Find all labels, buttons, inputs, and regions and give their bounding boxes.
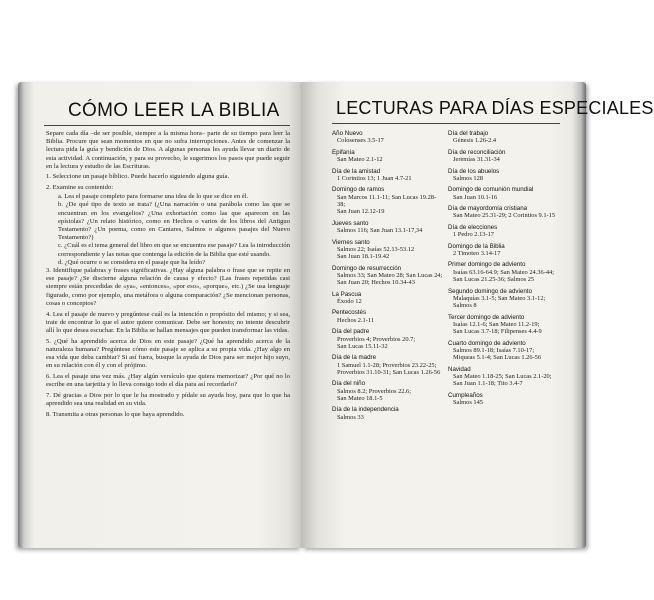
reading-entry [448,168,566,183]
readings-column-right [448,130,566,411]
reading-entry [332,265,444,287]
step-2-b: b. ¿De qué tipo de texto se trata? (¿Una narración o una parábola como las que se encuentran en los evangelios? ¿Una exhortación como las que aparecen en las epístolas? ¿Un relato histórico, como en Hechos o varios de los libros del Antiguo Testamento? ¿Un poema, como en Cantares, Salmos o algunos pasajes del Nuevo Testamento?) [58,201,290,242]
reading-reference: Proverbios 31.10-31; San Lucas 1.26-56 [337,368,441,376]
step-2-d: d. ¿Qué ocurre o se considera en el pasaje que ha leído? [58,258,206,266]
right-page-title: LECTURAS PARA DÍAS ESPECIALES [336,98,654,118]
reading-entry [448,288,566,310]
reading-reference: San Juan 1.1-18; Tito 3.4-7 [453,380,523,388]
reading-occasion: Tercer domingo de adviento [448,313,525,321]
reading-entry [448,149,566,164]
right-title-rule [332,123,560,124]
reading-reference: Isaías 12.1-6; San Mateo 11.2-19; [453,320,540,328]
reading-occasion: Domingo de comunión mundial [448,186,534,194]
reading-occasion: Primer domingo de adviento [448,261,526,269]
reading-reference: Salmos 89.1-18; Isaías 7.10-17; [453,347,535,354]
reading-occasion: Día de la independencia [332,406,399,414]
reading-reference: Salmos 33; San Mateo 28; San Lucas 24; [337,271,443,279]
step-2-a: a. Lea el pasaje completo para formarse una idea de lo que se dice en él. [58,193,249,201]
reading-reference: San Lucas 21.25-36; Salmos 25 [453,276,535,284]
step-1: 1. Seleccione un pasaje bíblico. Puede hacerlo siguiendo alguna guía. [46,173,230,181]
reading-reference: Colosenses 3.5-17 [337,137,384,145]
reading-reference: Hechos 2.1-11 [337,316,375,324]
reading-reference: San Marcos 11.1-11; San Lucas 19.28-38; [337,193,437,208]
reading-entry [448,224,566,239]
reading-occasion: Pentecostés [332,309,367,317]
reading-reference: San Lucas 15.11-32 [337,342,388,350]
reading-occasion: Segundo domingo de adviento [448,287,532,295]
step-2-c: c. ¿Cuál es el tema general del libro en que se encuentra ese pasaje? Lea la introducción correspondiente y las notas que contenga la edición de la Biblia que esté usando. [58,242,290,258]
reading-occasion: Día de elecciones [448,223,498,231]
reading-reference: Jeremías 31.31-34 [453,156,500,164]
reading-reference: San Mateo 25.31-29; 2 Corintios 9.1-15 [453,212,556,220]
reading-reference: San Juan 12.12-19 [337,208,385,216]
reading-reference: Isaías 63.16-64.9; San Mateo 24.36-44; [453,268,554,276]
step-2: 2. Examine su contenido: [46,184,114,191]
left-page [18,82,302,548]
reading-occasion: Día de la madre [332,354,377,362]
reading-reference: Salmos 116; San Juan 13.1-17,34 [337,227,423,235]
reading-entry [332,149,444,164]
reading-occasion: Día del trabajo [448,130,489,137]
reading-entry [332,309,444,324]
reading-occasion: Día de reconciliación [448,148,506,156]
reading-reference: Salmos 145 [453,399,484,407]
reading-reference: San Mateo 1.18-25; San Lucas 2.1-20; [453,373,552,381]
step-3: 3. Identifique palabras y frases significativas. ¿Hay alguna palabra o frase que se repite en ese pasaje? ¿Se discierne alguna relación de causa y efecto? (Las frases repetidas casi siempre están precedidas de «ya», «entonces», «por eso», «porque», etc.) ¿Se usa lenguaje figurado, como por ejemplo, una metáfora o alguna comparación? ¿Se mencionan personas, cosas o conceptos? [46,267,290,307]
reading-occasion: Jueves santo [332,219,369,227]
reading-entry [332,186,444,215]
reading-occasion: Cumpleaños [448,391,483,399]
reading-reference: Génesis 1.26-2.4 [453,137,497,145]
reading-entry [448,261,566,283]
step-6: 6. Lea el pasaje una vez más. ¿Hay algún versículo que quiera memorizar? ¿Por qué no lo escribe en una tarjetita y lo lleva consigo todo el día para así recordarlo? [46,373,290,389]
open-book [18,82,654,548]
reading-entry [448,366,566,388]
reading-entry [332,380,444,402]
reading-entry [332,239,444,261]
reading-reference: San Lucas 3.7-18; Filipenses 4.4-9 [453,328,542,336]
reading-occasion: Día de mayordomía cristiana [448,205,528,213]
reading-occasion: Domingo de ramos [332,186,385,194]
reading-occasion: La Pascua [332,290,362,298]
reading-occasion: Viernes santo [332,238,370,246]
reading-entry [448,130,566,145]
reading-entry [448,205,566,220]
reading-reference: 1 Samuel 1.1-28; Proverbios 23.22-25; [337,361,437,369]
readings-column-left [332,130,444,425]
reading-reference: Éxodo 12 [337,297,362,305]
reading-occasion: Epifanía [332,148,355,156]
reading-reference: Salmos 128 [453,174,484,182]
step-7: 7. Dé gracias a Dios por lo que le ha mostrado y pídale su ayuda hoy, para que lo que ha aprendido sea una realidad en su vida. [46,392,290,408]
reading-reference: San Mateo 18.1-5 [337,394,383,402]
left-page-title: CÓMO LEER LA BIBLIA [68,100,280,121]
reading-occasion: Día de los abuelos [448,167,500,175]
reading-reference: Miqueas 5.1-4; San Lucas 1.26-56 [453,354,542,362]
reading-occasion: Domingo de la Biblia [448,242,505,250]
right-page [302,82,654,548]
reading-entry [332,406,444,421]
reading-reference: Salmos 22; Isaías 52.13-53.12 [337,245,415,253]
reading-entry [332,291,444,306]
reading-reference: Salmos 33 [337,413,364,421]
reading-entry [448,186,566,201]
reading-reference: 1 Pedro 2.13-17 [453,231,495,239]
reading-entry [448,392,566,407]
reading-reference: San Mateo 2.1-12 [337,156,383,164]
reading-reference: Salmos 8.2; Proverbios 22.6; [337,387,412,395]
reading-entry [332,354,444,376]
left-page-body [46,130,290,422]
step-5: 5. ¿Qué ha aprendido acerca de Dios en este pasaje? ¿Qué ha aprendido acerca de la naturaleza humana? Pregúntese cómo este pasaje se aplica a su propia vida. ¿Hay algo en esa vida que deba cambiar? Si así fuera, busque la ayuda de Dios para ser mejor hijo suyo, en su relación con él y con el prójimo. [46,337,290,370]
reading-reference: 1 Corintios 13; 1 Juan 4.7-21 [337,174,412,182]
reading-occasion: Navidad [448,365,471,373]
reading-reference: San Juan 18.1-19.42 [337,253,390,261]
reading-occasion: Domingo de resurrección [332,264,402,272]
reading-entry [332,220,444,235]
reading-occasion: Día del niño [332,380,366,388]
reading-entry [332,328,444,350]
reading-entry [448,243,566,258]
reading-reference: Malaquías 3.1-5; San Mateo 3.1-12; [453,294,546,302]
reading-occasion: Año Nuevo [332,130,363,137]
reading-entry [332,130,444,145]
reading-reference: Salmos 8 [453,302,477,310]
reading-entry [448,340,566,362]
reading-entry [448,314,566,336]
step-8: 8. Transmita a otras personas lo que haya aprendido. [46,411,185,419]
reading-reference: Proverbios 4; Proverbios 20.7; [337,335,416,343]
reading-occasion: Día de la amistad [332,167,381,175]
reading-reference: San Juan 10.1-16 [453,193,498,201]
left-title-rule [44,125,290,126]
reading-occasion: Día del padre [332,328,370,336]
reading-entry [332,168,444,183]
intro-paragraph: Separe cada día –de ser posible, siempre a la misma hora– parte de su tiempo para leer la Biblia. Procure que sean momentos en que no sufra interrupciones. Antes de comenzar la lectura pida la guía y bendición de Dios. A algunas personas les ayuda llevar un diario de esta actividad. A continuación, y para su provecho, le sugerimos los pasos que puede seguir en la lectura y estudio de las Escrituras. [46,130,290,170]
reading-occasion: Cuarto domingo de adviento [448,339,526,347]
step-4: 4. Lea el pasaje de nuevo y pregúntese cuál es la intención o propósito del mismo; y si sea, trate de encontrar lo que el autor quiere comunicar. Debe ser honesto; no intente descubrir allí lo que desea escuchar. En la Biblia se hallan mensajes que pueden transformar las vidas. [46,310,290,335]
reading-reference: 2 Timoteo 3.14-17 [453,249,501,257]
reading-reference: San Juan 20; Hechos 10.34-43 [337,279,415,287]
